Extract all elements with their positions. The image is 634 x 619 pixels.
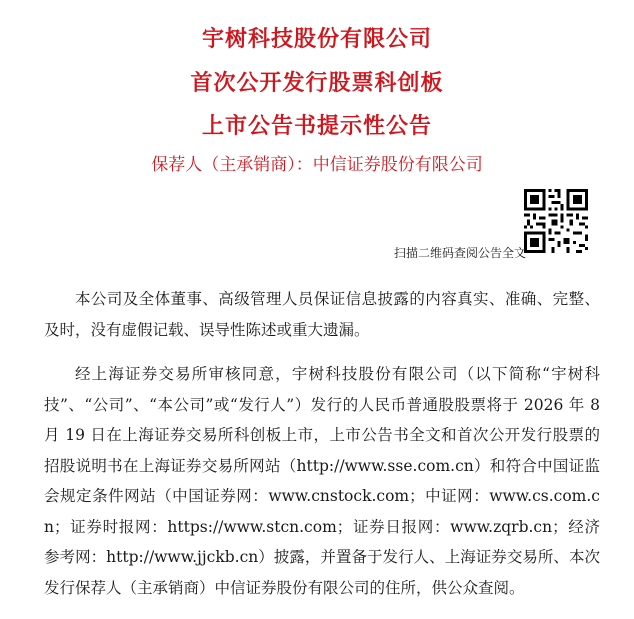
announcement-title: 上市公告书提示性公告: [201, 114, 432, 139]
qr-code-icon: [524, 189, 588, 253]
sponsor-line: 保荐人（主承销商）：中信证券股份有限公司: [151, 155, 483, 175]
company-title: 宇树科技股份有限公司: [201, 27, 432, 52]
listing-announcement-paragraph: 经上海证券交易所审核同意，宇树科技股份有限公司（以下简称“宇树科技”、“公司”、“本公司”或“发行人”）发行的人民币普通股股票将于 2026 年 8 月 19 日在上海证券交易所科创板上市，上市公告书全文和首次公开发行股票的招股说明书在上海证券交易所网站（http://www.sse.com.cn）和符合中国证监会规定条件网站（中国证券网：www.cnstock.com；中证网：www.cs.com.cn；证券时报网：https://www.stcn.com；证券日报网：www.zqrb.cn；经济参考网：http://www.jjckb.cn）披露，并置备于发行人、上海证券交易所、本次发行保荐人（主承销商）中信证券股份有限公司的住所，供公众查阅。: [44, 365, 600, 597]
qr-caption: 扫描二维码查阅公告全文: [393, 246, 526, 260]
disclaimer-paragraph: 本公司及全体董事、高级管理人员保证信息披露的内容真实、准确、完整、及时，没有虚假记载、误导性陈述或重大遗漏。: [44, 290, 600, 339]
announcement-subtitle: 首次公开发行股票科创板: [190, 71, 444, 96]
